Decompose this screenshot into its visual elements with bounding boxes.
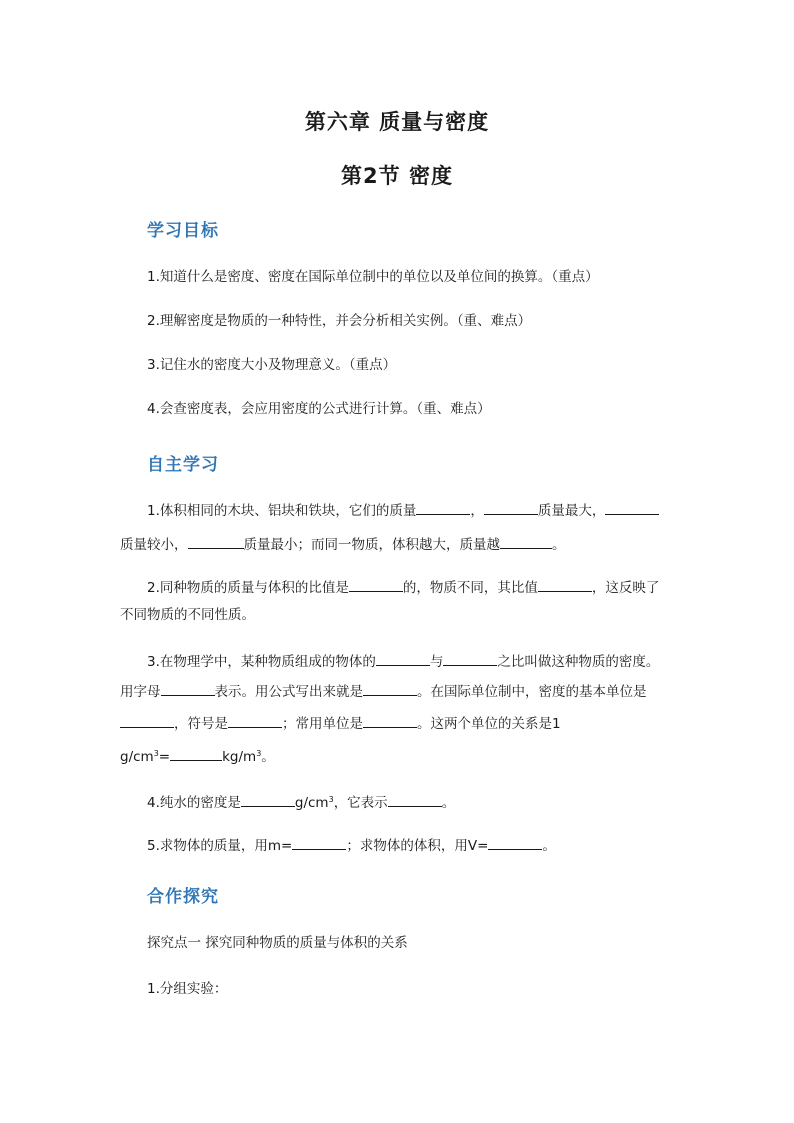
inquiry-item: 1.分组实验： [147,981,228,997]
question-text: 2.同种物质的质量与体积的比值是 [147,580,349,596]
objective-item: 1.知道什么是密度、密度在国际单位制中的单位以及单位间的换算。（重点） [147,269,599,285]
answer-blank[interactable] [416,501,470,515]
inquiry-point-title: 探究点一 探究同种物质的质量与体积的关系 [147,935,408,951]
section-title: 第2节 密度 [341,164,453,188]
chapter-title: 第六章 质量与密度 [304,110,490,134]
question-text: 的，物质不同，其比值 [402,580,538,596]
question-4 [147,791,455,812]
question-text: 。 [441,795,456,811]
answer-blank[interactable] [500,535,552,549]
answer-blank[interactable] [120,714,174,728]
question-text: ，这反映了 [591,580,660,596]
answer-blank[interactable] [484,501,538,515]
question-3-line-3 [120,714,561,733]
question-text: 。 [542,838,556,854]
objective-item: 4.会查密度表，会应用密度的公式进行计算。（重、难点） [147,401,491,417]
question-text: 表示。用公式写出来就是 [214,684,363,700]
question-text: ；求物体的体积，用V= [346,838,489,854]
question-text: 。这两个单位的关系是1 [417,716,561,732]
answer-blank[interactable] [538,578,592,592]
question-text: g/cm [120,749,154,765]
question-2-line-1 [147,578,659,597]
question-text: = [158,749,171,765]
question-text: 5.求物体的质量，用m= [147,838,293,854]
answer-blank[interactable] [363,714,417,728]
question-1-line-1 [147,501,659,520]
question-text: ，它表示 [333,795,388,811]
answer-blank[interactable] [170,747,222,761]
question-text: kg/m [222,749,257,765]
question-text: ，符号是 [174,716,228,732]
objectives-heading: 学习目标 [147,221,219,241]
question-text: 用字母 [120,684,161,700]
answer-blank[interactable] [388,793,442,807]
superscript: 3 [256,749,262,758]
question-1-line-2 [120,535,566,554]
question-3-line-2 [120,682,647,701]
answer-blank[interactable] [241,793,295,807]
superscript: 3 [328,795,334,804]
question-text: ， [470,503,484,519]
answer-blank[interactable] [188,535,244,549]
answer-blank[interactable] [161,682,215,696]
question-text: 质量最小；而同一物质，体积越大，质量越 [243,537,500,553]
question-text: ；常用单位是 [282,716,363,732]
question-3-line-4 [120,745,275,766]
question-text: 。 [552,537,566,553]
answer-blank[interactable] [605,501,659,515]
self-study-heading: 自主学习 [147,455,219,475]
answer-blank[interactable] [363,682,417,696]
answer-blank[interactable] [228,714,282,728]
question-text: 4.纯水的密度是 [147,795,241,811]
question-text: 。在国际单位制中，密度的基本单位是 [417,684,647,700]
question-text: 质量较小， [120,537,188,553]
question-text: 与 [429,654,444,670]
question-2-line-2 [120,606,255,624]
question-text: 之比叫做这种物质的密度。 [497,654,660,670]
question-text: 3.在物理学中，某种物质组成的物体的 [147,654,376,670]
answer-blank[interactable] [488,836,542,850]
question-3-line-1 [147,652,659,671]
objective-item: 3.记住水的密度大小及物理意义。（重点） [147,357,397,373]
answer-blank[interactable] [349,578,403,592]
superscript: 3 [153,749,159,758]
question-text: g/cm [294,795,329,811]
objective-item: 2.理解密度是物质的一种特性，并会分析相关实例。（重、难点） [147,313,532,329]
question-5 [147,836,556,855]
question-text: 不同物质的不同性质。 [120,607,255,623]
question-text: 质量最大， [537,503,606,519]
cooperation-heading: 合作探究 [147,887,219,907]
answer-blank[interactable] [443,652,497,666]
answer-blank[interactable] [292,836,346,850]
answer-blank[interactable] [376,652,430,666]
question-text: 。 [261,749,275,765]
question-text: 1.体积相同的木块、铝块和铁块，它们的质量 [147,503,417,519]
